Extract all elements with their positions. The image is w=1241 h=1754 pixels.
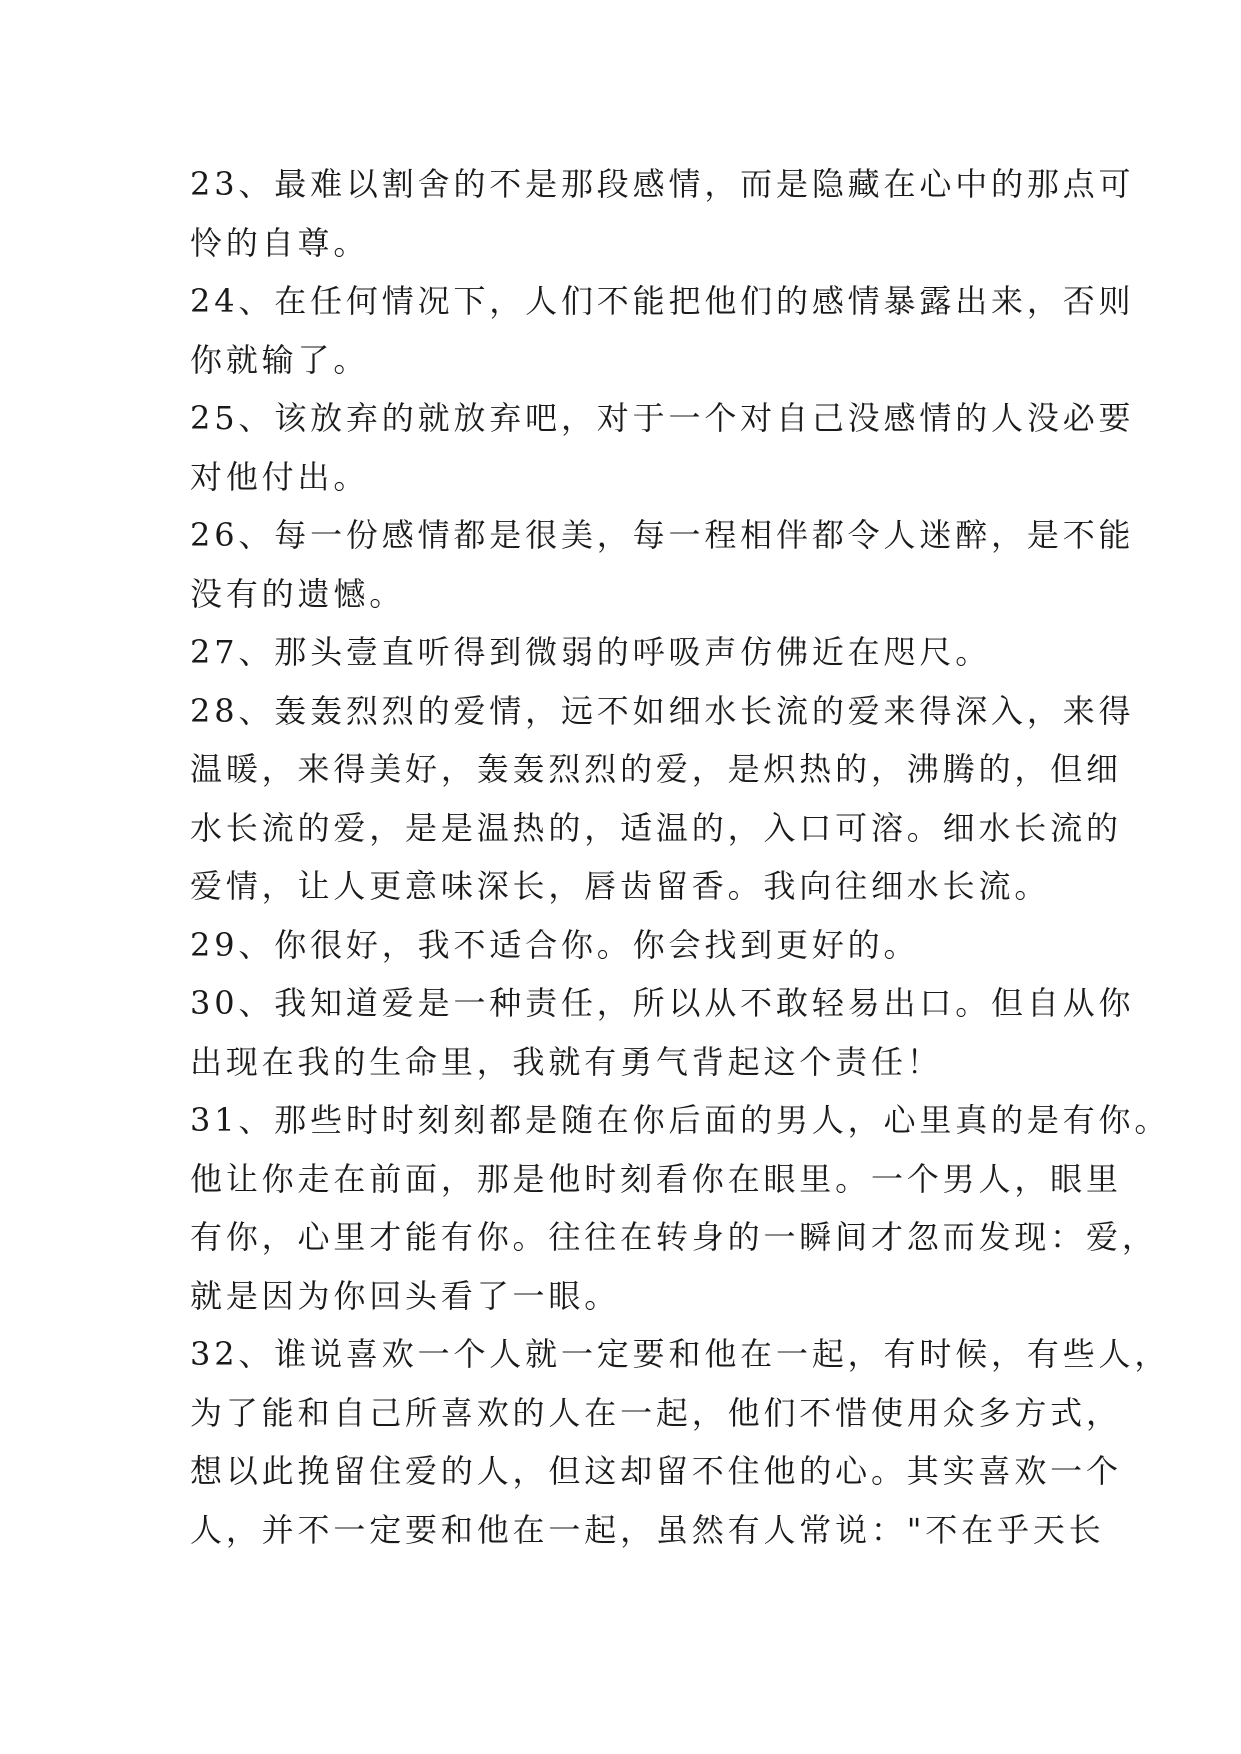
text-line: 26、每一份感情都是很美，每一程相伴都令人迷醉，是不能 xyxy=(190,516,1135,554)
text-line: 29、你很好，我不适合你。你会找到更好的。 xyxy=(190,925,920,964)
text-line: 想以此挽留住爱的人，但这却留不住他的心。其实喜欢一个 xyxy=(190,1452,1122,1490)
text-line: 怜的自尊。 xyxy=(190,223,370,262)
text-line: 28、轰轰烈烈的爱情，远不如细水长流的爱来得深入，来得 xyxy=(190,691,1135,730)
text-line: 你就输了。 xyxy=(190,340,370,379)
text-line: 25、该放弃的就放弃吧，对于一个对自己没感情的人没必要 xyxy=(190,399,1135,437)
text-line: 就是因为你回头看了一眼。 xyxy=(190,1276,621,1315)
text-line: 32、谁说喜欢一个人就一定要和他在一起，有时候，有些人， xyxy=(190,1335,1171,1373)
text-line: 温暖，来得美好，轰轰烈烈的爱，是炽热的，沸腾的，但细 xyxy=(190,750,1122,788)
text-line: 他让你走在前面，那是他时刻看你在眼里。一个男人，眼里 xyxy=(190,1159,1122,1198)
text-line: 出现在我的生命里，我就有勇气背起这个责任！ xyxy=(190,1042,943,1081)
text-line: 24、在任何情况下，人们不能把他们的感情暴露出来，否则 xyxy=(190,282,1135,320)
text-line: 没有的遗憾。 xyxy=(190,574,406,613)
text-line: 27、那头壹直听得到微弱的呼吸声仿佛近在咫尺。 xyxy=(190,633,992,671)
text-line: 水长流的爱，是是温热的，适温的，入口可溶。细水长流的 xyxy=(190,808,1122,847)
text-line: 人，并不一定要和他在一起，虽然有人常说："不在乎天长 xyxy=(190,1510,1105,1549)
text-line: 30、我知道爱是一种责任，所以从不敢轻易出口。但自从你 xyxy=(190,984,1135,1022)
text-line: 对他付出。 xyxy=(190,457,370,496)
text-line: 为了能和自己所喜欢的人在一起，他们不惜使用众多方式， xyxy=(190,1393,1122,1432)
text-line: 爱情，让人更意味深长，唇齿留香。我向往细水长流。 xyxy=(190,867,1051,905)
text-line: 31、那些时时刻刻都是随在你后面的男人，心里真的是有你。 xyxy=(190,1101,1171,1139)
text-line: 23、最难以割舍的不是那段感情，而是隐藏在心中的那点可 xyxy=(190,165,1135,203)
document-body xyxy=(190,155,1171,1559)
text-line: 有你，心里才能有你。往往在转身的一瞬间才忽而发现：爱， xyxy=(190,1218,1158,1256)
